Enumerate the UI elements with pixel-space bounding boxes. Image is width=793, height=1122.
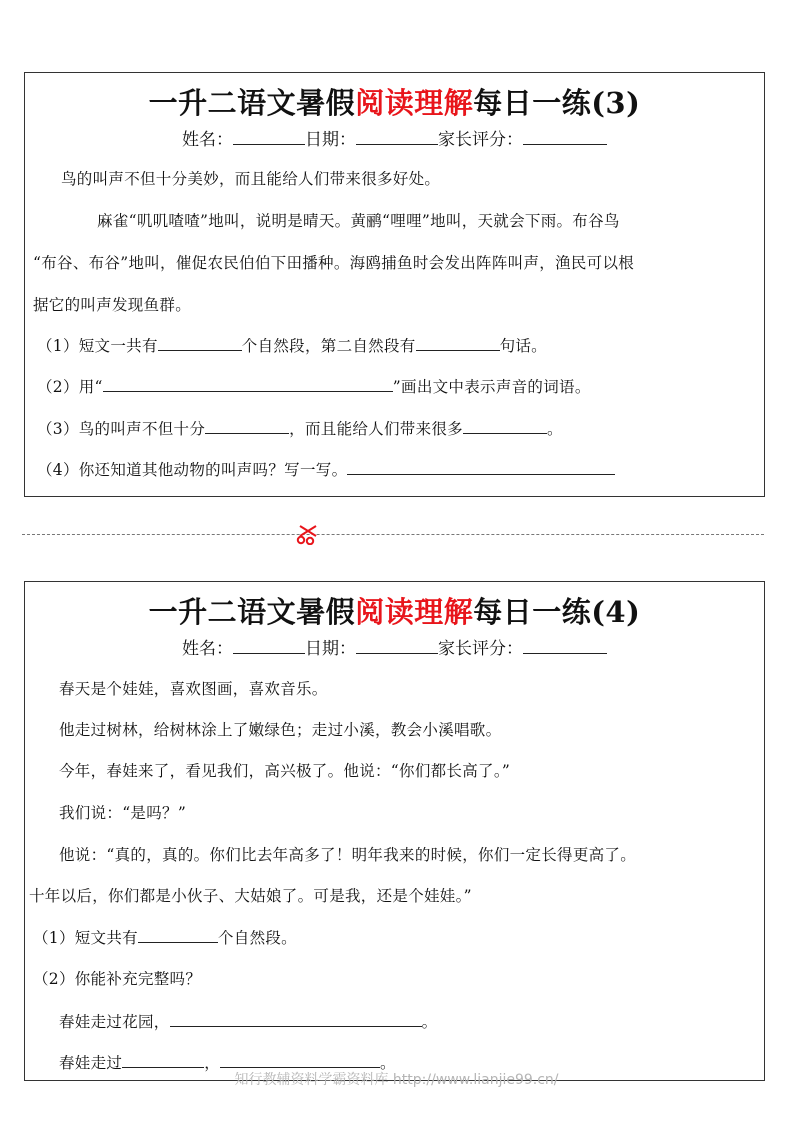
date-label: 日期： (305, 639, 356, 659)
student-info-row (25, 634, 764, 659)
question-4: （4）你还知道其他动物的叫声吗？写一写。 (37, 458, 615, 480)
answer-blank[interactable] (463, 417, 547, 434)
student-info-row (25, 125, 764, 150)
exercise-card-2 (24, 581, 765, 1081)
question-2: （2）你能补充完整吗？ (33, 970, 202, 988)
passage-line: 据它的叫声发现鱼群。 (33, 296, 192, 314)
scissors-icon (296, 523, 320, 545)
parent-score-field[interactable] (523, 128, 607, 145)
passage-line: 今年，春娃来了，看见我们，高兴极了。他说：“你们都长高了。” (59, 762, 511, 780)
answer-blank[interactable] (347, 458, 615, 475)
passage-line: 他说：“真的，真的。你们比去年高多了！明年我来的时候，你们一定长得更高了。 (59, 846, 637, 864)
answer-blank[interactable] (170, 1010, 422, 1027)
exercise-title (25, 81, 764, 122)
name-label: 姓名： (182, 130, 233, 150)
title-highlight: 阅读理解 (355, 595, 474, 629)
question-2-line-2: 春娃走过 ， 。 (59, 1051, 396, 1073)
title-part: 一升二语文暑假 (148, 595, 356, 629)
date-field[interactable] (356, 128, 438, 145)
question-2: （2）用“ ”画出文中表示声音的词语。 (37, 375, 591, 397)
passage-line: 春天是个娃娃，喜欢图画，喜欢音乐。 (59, 680, 328, 698)
passage-line: 十年以后，你们都是小伙子、大姑娘了。可是我，还是个娃娃。” (29, 887, 472, 905)
question-3: （3）鸟的叫声不但十分 ，而且能给人们带来很多 。 (37, 417, 563, 439)
answer-blank[interactable] (103, 375, 393, 392)
answer-blank[interactable] (122, 1051, 204, 1068)
passage-line: 鸟的叫声不但十分美妙，而且能给人们带来很多好处。 (61, 170, 441, 188)
answer-blank[interactable] (205, 417, 289, 434)
name-field[interactable] (233, 637, 305, 654)
parent-score-label: 家长评分： (438, 639, 523, 659)
footer-watermark: 知行教辅资料学霸资料库 http://www.lianjie99.cn/ (234, 1072, 559, 1088)
passage-line: 他走过树林，给树林涂上了嫩绿色；走过小溪，教会小溪唱歌。 (59, 721, 502, 739)
passage-line: 我们说：“是吗？” (59, 804, 187, 822)
parent-score-field[interactable] (523, 637, 607, 654)
parent-score-label: 家长评分： (438, 130, 523, 150)
title-part: 一升二语文暑假 (148, 86, 356, 120)
title-part: 每日一练(4) (473, 595, 641, 629)
date-label: 日期： (305, 130, 356, 150)
answer-blank[interactable] (138, 926, 218, 943)
date-field[interactable] (356, 637, 438, 654)
question-1: （1）短文一共有 个自然段，第二自然段有 句话。 (37, 334, 547, 356)
answer-blank[interactable] (220, 1051, 380, 1068)
name-field[interactable] (233, 128, 305, 145)
answer-blank[interactable] (416, 334, 500, 351)
question-1: （1）短文共有 个自然段。 (33, 926, 297, 948)
passage-line: 麻雀“叽叽喳喳”地叫，说明是晴天。黄鹂“哩哩”地叫，天就会下雨。布谷鸟 (97, 212, 620, 230)
exercise-title (25, 590, 764, 631)
question-2-line-1: 春娃走过花园， 。 (59, 1010, 437, 1032)
title-part: 每日一练(3) (473, 86, 641, 120)
passage-line: “布谷、布谷”地叫，催促农民伯伯下田播种。海鸥捕鱼时会发出阵阵叫声，渔民可以根 (33, 254, 635, 272)
name-label: 姓名： (182, 639, 233, 659)
title-highlight: 阅读理解 (355, 86, 474, 120)
cut-line (22, 534, 764, 535)
exercise-card-1 (24, 72, 765, 497)
answer-blank[interactable] (158, 334, 242, 351)
